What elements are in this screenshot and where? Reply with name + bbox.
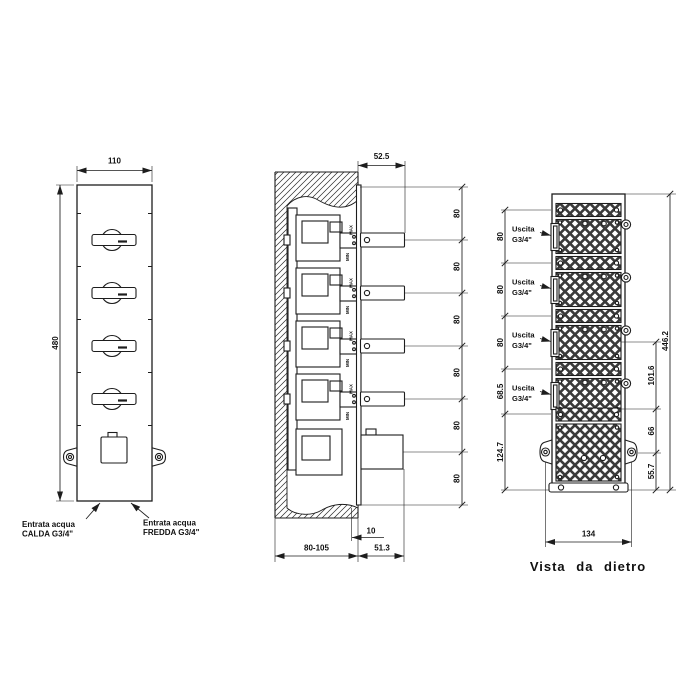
- recess-dim-label: 80-105: [304, 543, 329, 553]
- rear-left-dim-label: 80: [496, 285, 505, 294]
- section-spacing-dim-label: 80: [452, 368, 462, 377]
- outlet-label-line1: Uscita: [512, 330, 535, 340]
- depth-dim-label: 52.5: [373, 152, 390, 161]
- rear-modules: [551, 204, 631, 482]
- section-spacing-dim-label: 80: [452, 315, 462, 324]
- rear-view: [496, 191, 676, 574]
- outlet-label-line1: Uscita: [512, 224, 535, 234]
- outlet-label-line2: G3/4": [512, 235, 532, 244]
- min-label: MIN: [345, 252, 350, 262]
- outlet-labels: [512, 225, 551, 404]
- outlet-label-line2: G3/4": [512, 394, 532, 403]
- screw: [613, 485, 618, 490]
- total-height-dim-label: 446.2: [661, 330, 670, 352]
- rear-right-dim-label: 55.7: [647, 463, 656, 480]
- stop-box: [101, 433, 127, 464]
- outlet-label-line2: G3/4": [512, 341, 532, 350]
- front-width-dim-label: 110: [108, 156, 121, 166]
- section-spacing-dim-label: 80: [452, 262, 462, 271]
- max-label: MAX: [348, 225, 354, 235]
- section-view: [275, 152, 468, 562]
- outlet-label-line2: G3/4": [512, 288, 532, 297]
- screw: [558, 485, 563, 490]
- max-label: MAX: [348, 278, 354, 288]
- rear-right-dim-label: 66: [647, 426, 656, 436]
- rear-width-dim-label: 134: [581, 529, 596, 539]
- inlet-labels: [22, 503, 200, 539]
- min-label: MIN: [345, 305, 350, 315]
- hot-inlet-label-line1: Entrata acqua: [22, 520, 75, 529]
- protrusion-dim-label: 51.3: [374, 543, 390, 553]
- section-handles: [361, 233, 405, 469]
- outlet-label-line1: Uscita: [512, 383, 535, 393]
- section-spacing-dim-label: 80: [452, 474, 462, 483]
- section-spacing-dim-label: 80: [452, 209, 462, 218]
- rear-left-dim-label: 80: [496, 338, 505, 347]
- rear-left-dim-label: 124.7: [496, 441, 505, 463]
- front-height-dim-label: 480: [51, 336, 60, 350]
- rear-left-dim-label: 68.5: [496, 383, 505, 400]
- hot-inlet-label-line2: CALDA G3/4": [22, 529, 74, 539]
- cold-inlet-label-line1: Entrata acqua: [143, 518, 196, 528]
- front-view: [22, 157, 200, 539]
- outlet-label-line1: Uscita: [512, 277, 535, 287]
- rear-left-dim-label: 80: [496, 232, 505, 241]
- cold-inlet-label-line2: FREDDA G3/4": [143, 528, 200, 537]
- max-label: MAX: [348, 384, 354, 394]
- rear-caption: Vista da dietro: [529, 559, 647, 574]
- min-label: MIN: [345, 411, 350, 421]
- min-label: MIN: [345, 358, 350, 368]
- rear-right-dim-label: 101.6: [647, 365, 656, 386]
- plate-gap-dim-label: 10: [366, 526, 376, 536]
- max-label: MAX: [348, 331, 354, 341]
- section-spacing-dim-label: 80: [452, 421, 462, 430]
